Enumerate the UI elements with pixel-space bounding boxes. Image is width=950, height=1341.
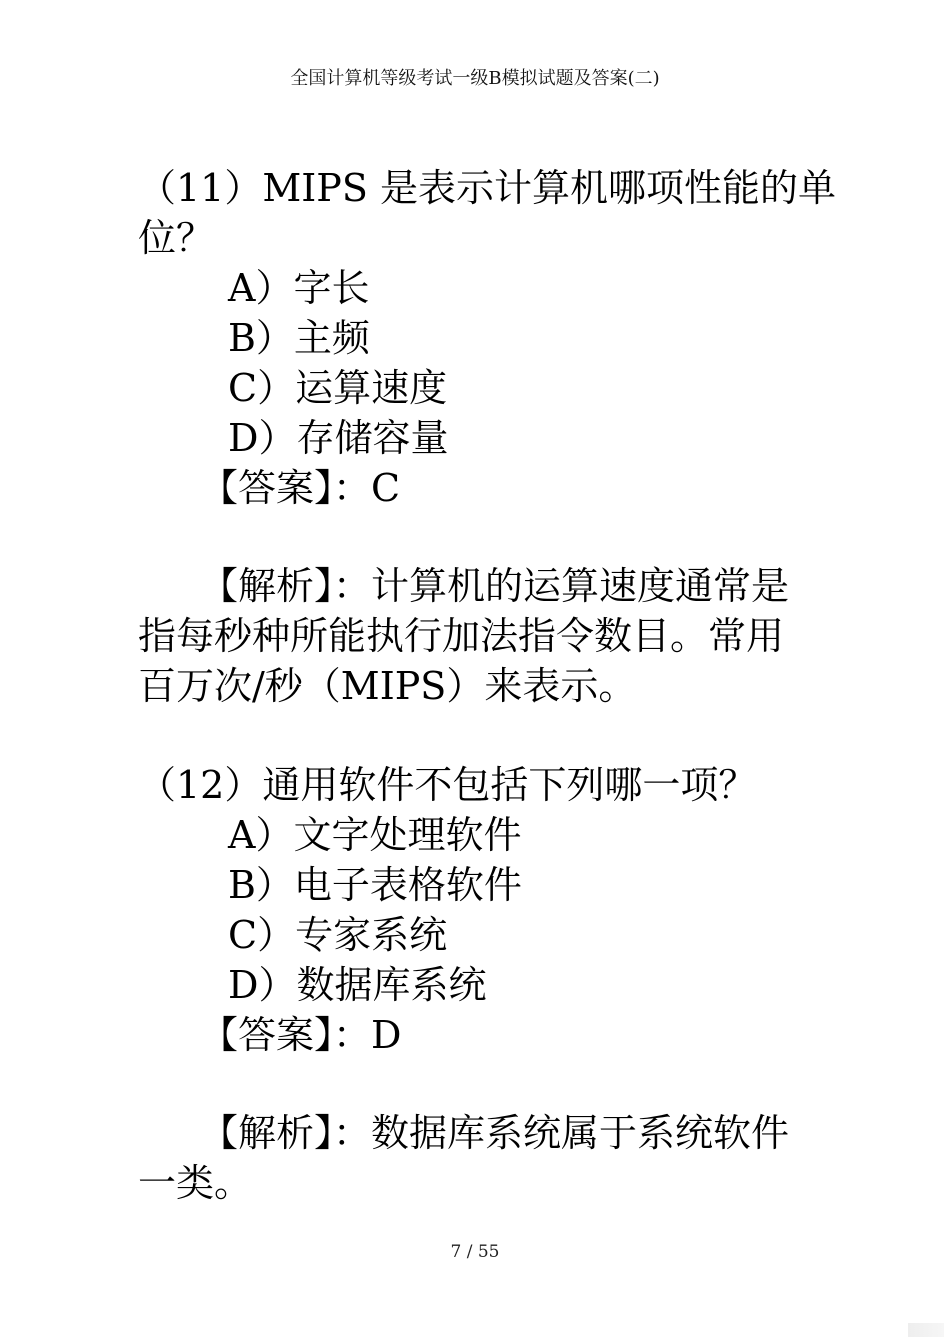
question-11-option-d: D）存储容量 [228,416,449,460]
page-number: 7 / 55 [450,1242,500,1262]
page-header: 全国计算机等级考试一级B模拟试题及答案(二) [290,68,660,89]
question-12-stem-line1: （12）通用软件不包括下列哪一项？ [138,763,757,807]
question-12-option-b: B）电子表格软件 [228,863,522,907]
question-12-answer: 【答案】：D [200,1013,402,1057]
question-11-option-c: C）运算速度 [228,366,448,410]
question-11-stem-line2: 位？ [138,216,215,260]
corner-watermark [908,1323,944,1337]
question-11-answer: 【答案】：C [200,466,401,510]
question-11-option-a: A）字长 [228,266,370,310]
question-11-explanation-line2: 指每秒种所能执行加法指令数目。常用 [138,614,785,658]
question-11-explanation-line1: 【解析】：计算机的运算速度通常是 [200,564,790,608]
question-12-explanation-line1: 【解析】：数据库系统属于系统软件 [200,1111,790,1155]
question-11-option-b: B）主频 [228,316,370,360]
question-11-stem-line1: （11）MIPS 是表示计算机哪项性能的单 [138,166,836,210]
question-11-explanation-line3: 百万次/秒（MIPS）来表示。 [138,664,637,708]
question-12-option-c: C）专家系统 [228,913,448,957]
question-12-option-a: A）文字处理软件 [228,813,522,857]
question-12-explanation-line2: 一类。 [138,1161,253,1205]
question-12-option-d: D）数据库系统 [228,963,487,1007]
